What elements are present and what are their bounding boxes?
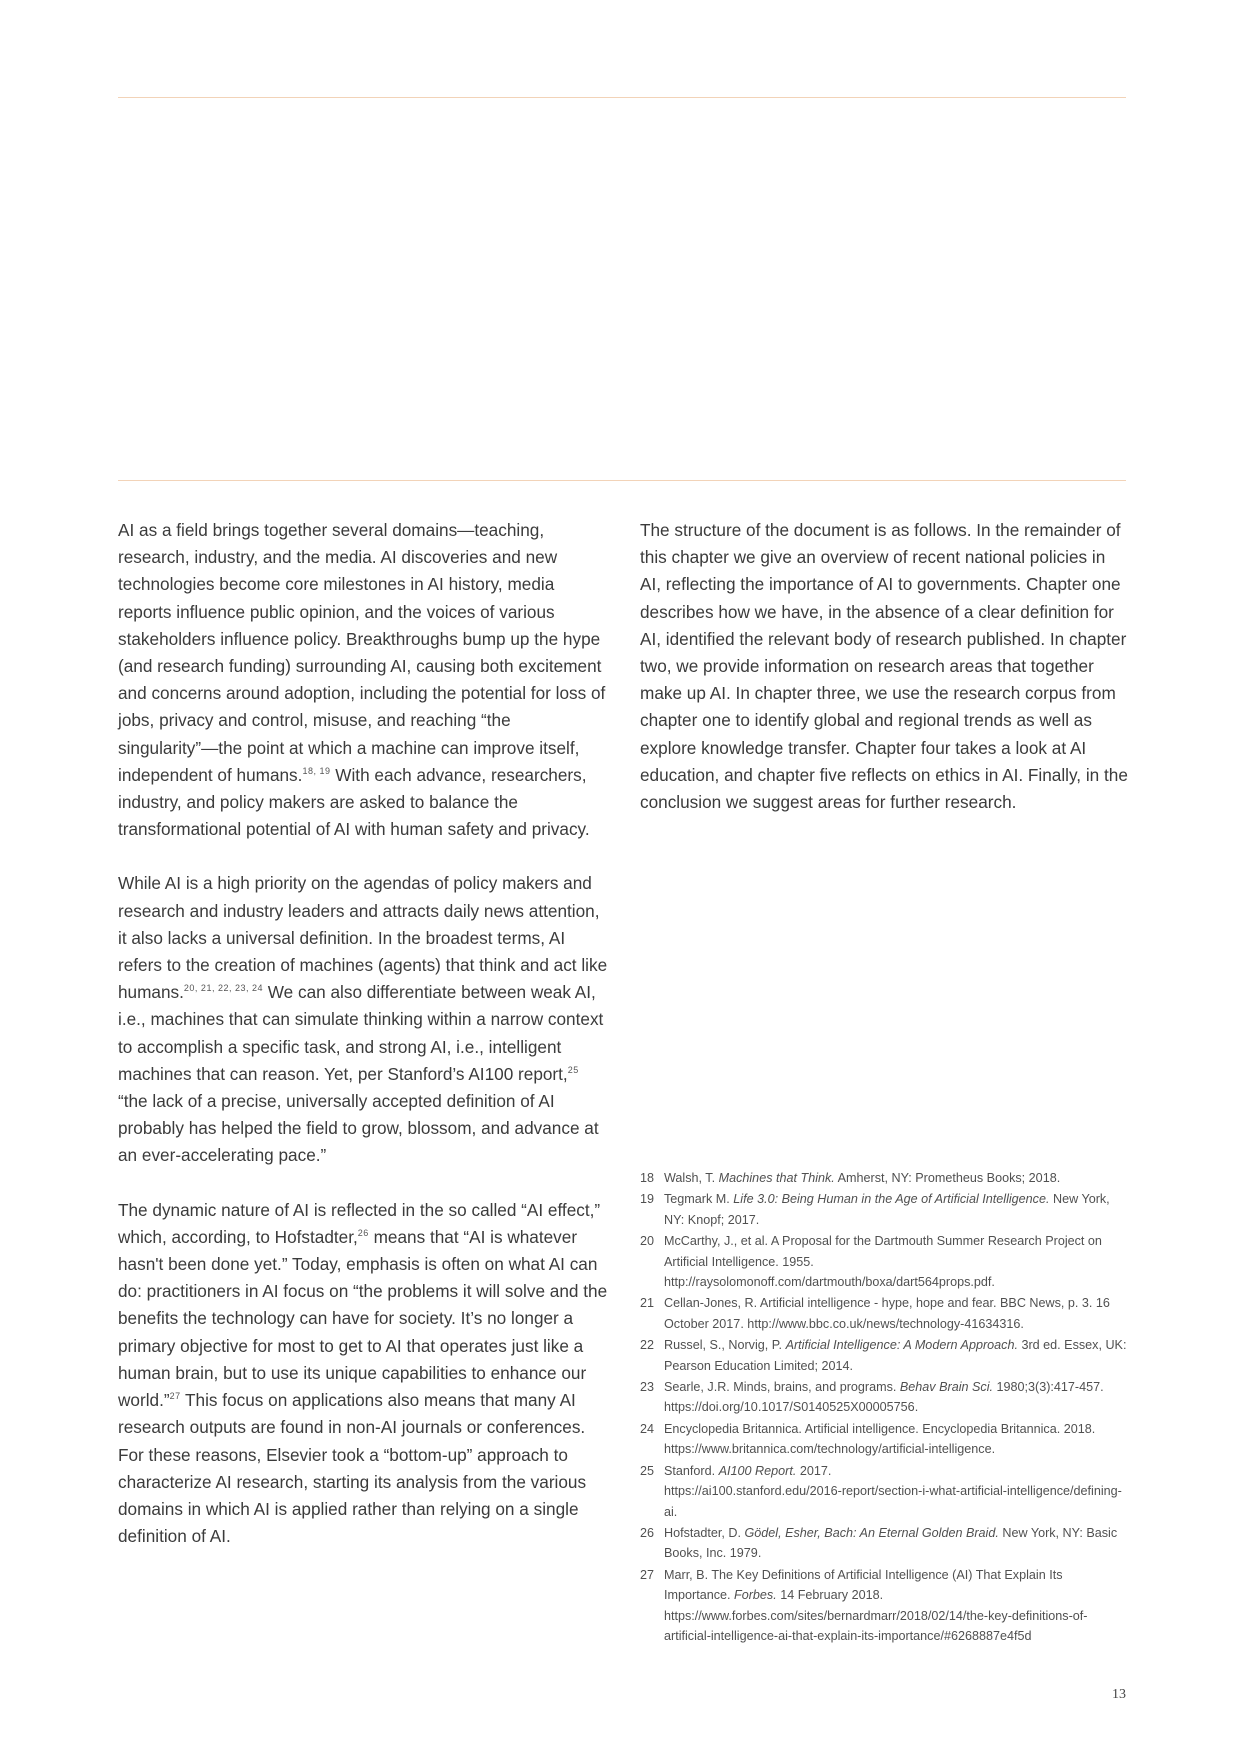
footnote-number: 18 bbox=[640, 1171, 655, 1185]
footnote-number: 23 bbox=[640, 1380, 655, 1395]
footnote-20 bbox=[640, 1231, 1130, 1292]
footnotes-list bbox=[640, 1168, 1130, 1647]
paragraph-document-structure: The structure of the document is as follows. In the remainder of this chapter we give an overview of recent national policies in AI, reflecting the importance of AI to governments. Chapter one describes how we have, in the absence of a clear definition for AI, identified the relevant body of research published. In chapter two, we provide information on research areas that together make up AI. In chapter three, we use the research corpus from chapter one to identify global and regional trends as well as explore knowledge transfer. Chapter four takes a look at AI education, and chapter five reflects on ethics in AI. Finally, in the conclusion we suggest areas for further research. bbox=[640, 520, 1128, 813]
footnote-number: 21 bbox=[640, 1296, 655, 1311]
paragraph-text: The dynamic nature of AI is reflected in the so called “AI effect,” which, according, to Hofstadter, bbox=[118, 1199, 601, 1247]
paragraph-text: “the lack of a precise, universally accepted definition of AI probably has helped the field to grow, blossom, and advance at an ever-accelerating pace.” bbox=[118, 1091, 599, 1166]
left-column bbox=[118, 517, 610, 1577]
footnote-url[interactable]: https://doi.org/10.1017/S0140525X00005756. bbox=[664, 1400, 919, 1415]
footnote-title: Machines that Think. bbox=[718, 1171, 835, 1185]
footnote-text bbox=[664, 1461, 1130, 1522]
section-divider bbox=[118, 480, 1126, 481]
footnote-citation-detail: 2017. bbox=[796, 1463, 832, 1478]
footnote-url[interactable]: https://www.britannica.com/technology/artificial-intelligence. bbox=[664, 1442, 996, 1457]
footnote-22 bbox=[640, 1335, 1130, 1376]
citation-ref: 18, 19 bbox=[302, 765, 331, 776]
footnote-26 bbox=[640, 1523, 1130, 1564]
paragraph-ai-definition bbox=[118, 870, 610, 1169]
footnote-text bbox=[664, 1523, 1130, 1564]
footnote-citation: Marr, B. The Key Definitions of Artificial Intelligence (AI) That Explain Its Importance. bbox=[664, 1567, 1063, 1603]
footnote-citation-detail: 14 February 2018. bbox=[776, 1588, 884, 1603]
footnote-number: 25 bbox=[640, 1463, 655, 1478]
citation-ref: 26 bbox=[357, 1227, 369, 1238]
footnote-text bbox=[664, 1377, 1130, 1418]
footnote-citation: Hofstadter, D. bbox=[664, 1525, 745, 1540]
footnote-citation: Tegmark M. bbox=[664, 1192, 734, 1207]
footnote-citation: Encyclopedia Britannica. Artificial intelligence. Encyclopedia Britannica. 2018. bbox=[664, 1421, 1096, 1436]
footnote-text bbox=[664, 1565, 1130, 1647]
footnote-number: 19 bbox=[640, 1192, 655, 1207]
footnote-25 bbox=[640, 1461, 1130, 1522]
footnote-title: Life 3.0: Being Human in the Age of Artificial Intelligence. bbox=[733, 1192, 1050, 1207]
citation-ref: 20, 21, 22, 23, 24 bbox=[183, 983, 263, 994]
footnote-number: 24 bbox=[640, 1421, 655, 1436]
footnote-citation-detail: New York, NY: Knopf; 2017. bbox=[664, 1192, 1110, 1227]
footnote-title: Gödel, Esher, Bach: An Eternal Golden Braid. bbox=[744, 1525, 999, 1540]
footnote-citation-detail: New York, NY: Basic Books, Inc. 1979. bbox=[664, 1525, 1118, 1561]
footnote-citation: Searle, J.R. Minds, brains, and programs. bbox=[664, 1380, 900, 1395]
footnote-text bbox=[664, 1419, 1130, 1460]
footnote-title: Forbes. bbox=[734, 1588, 777, 1603]
footnote-citation: Stanford. bbox=[664, 1463, 719, 1478]
paragraph-text: means that “AI is whatever hasn't been done yet.” Today, emphasis is often on what AI can do: practitioners in AI focus on “the problems it will solve and the benefits the technology can have for society. It’s no longer a primary objective for most to get to AI that operates just like a human brain, but to use its unique capabilities to enhance our world.” bbox=[118, 1226, 608, 1411]
footnote-title: Artificial Intelligence: A Modern Approach. bbox=[785, 1338, 1018, 1353]
paragraph-text: AI as a field brings together several domains—teaching, research, industry, and the media. AI discoveries and new technologies become core milestones in AI history, media reports influence public opinion, and the voices of various stakeholders influence policy. Breakthroughs bump up the hype (and research funding) surrounding AI, causing both excitement and concerns around adoption, including the potential for loss of jobs, privacy and control, misuse, and reaching “the singularity”—the point at which a machine can improve itself, independent of humans. bbox=[118, 520, 606, 785]
footnote-citation-detail: 1980;3(3):417-457. bbox=[993, 1380, 1104, 1395]
footnote-number: 20 bbox=[640, 1234, 655, 1249]
footnote-21 bbox=[640, 1293, 1130, 1334]
footnote-18 bbox=[640, 1168, 1130, 1188]
paragraph-ai-effect bbox=[118, 1197, 610, 1551]
footnote-text bbox=[664, 1335, 1130, 1376]
header-divider bbox=[118, 97, 1126, 98]
footnote-url[interactable]: https://ai100.stanford.edu/2016-report/section-i-what-artificial-intelligence/defining-ai. bbox=[664, 1484, 1122, 1519]
footnote-19 bbox=[640, 1189, 1130, 1230]
footnote-24 bbox=[640, 1419, 1130, 1460]
paragraph-ai-field bbox=[118, 517, 610, 843]
paragraph-text: While AI is a high priority on the agendas of policy makers and research and industry leaders and attracts daily news attention, it also lacks a universal definition. In the broadest terms, AI refers to the creation of machines (agents) that think and act like humans. bbox=[118, 873, 608, 1003]
footnote-number: 26 bbox=[640, 1525, 655, 1540]
footnote-27 bbox=[640, 1565, 1130, 1647]
footnote-23 bbox=[640, 1377, 1130, 1418]
footnote-citation-detail: Amherst, NY: Prometheus Books; 2018. bbox=[834, 1171, 1061, 1185]
citation-ref: 25 bbox=[567, 1064, 579, 1075]
paragraph-text: With each advance, researchers, industry, and policy makers are asked to balance the transformational potential of AI with human safety and privacy. bbox=[118, 764, 590, 840]
footnote-citation: McCarthy, J., et al. A Proposal for the Dartmouth Summer Research Project on Artificial Intelligence. 1955. bbox=[664, 1234, 1102, 1269]
footnote-title: Behav Brain Sci. bbox=[899, 1380, 993, 1395]
footnote-citation: Russel, S., Norvig, P. bbox=[664, 1338, 786, 1353]
paragraph-text: We can also differentiate between weak AI, i.e., machines that can simulate thinking within a narrow context to accomplish a specific task, and strong AI, i.e., intelligent machines that can reason. Yet, per Stanford’s AI100 report, bbox=[118, 982, 604, 1084]
footnote-title: AI100 Report. bbox=[718, 1463, 797, 1478]
footnote-citation: Cellan-Jones, R. Artificial intelligence - hype, hope and fear. BBC News, p. 3. 16 October 2017. http://www.bbc.co.uk/news/technology-41634316. bbox=[664, 1296, 1110, 1331]
footnote-number: 27 bbox=[640, 1567, 655, 1582]
page-number: 13 bbox=[1112, 1687, 1126, 1702]
citation-ref: 27 bbox=[169, 1391, 181, 1402]
footnote-text bbox=[664, 1168, 1130, 1188]
paragraph-text: This focus on applications also means that many AI research outputs are found in non-AI journals or conferences. For these reasons, Elsevier took a “bottom-up” approach to characterize AI research, starting its analysis from the various domains in which AI is applied rather than relying on a single definition of AI. bbox=[118, 1390, 587, 1547]
footnote-text bbox=[664, 1293, 1130, 1334]
footnote-citation-detail: 3rd ed. Essex, UK: Pearson Education Limited; 2014. bbox=[664, 1338, 1127, 1373]
footnote-citation: Walsh, T. bbox=[664, 1171, 719, 1185]
footnote-url[interactable]: http://raysolomonoff.com/dartmouth/boxa/dart564props.pdf. bbox=[664, 1275, 995, 1290]
footnote-text bbox=[664, 1231, 1130, 1292]
footnote-number: 22 bbox=[640, 1338, 655, 1353]
footnote-url[interactable]: https://www.forbes.com/sites/bernardmarr/2018/02/14/the-key-definitions-of-artificial-intelligence-ai-that-explain-its-importance/#6268887e4f5d bbox=[664, 1608, 1088, 1643]
right-column bbox=[640, 517, 1130, 843]
footnote-text bbox=[664, 1189, 1130, 1230]
